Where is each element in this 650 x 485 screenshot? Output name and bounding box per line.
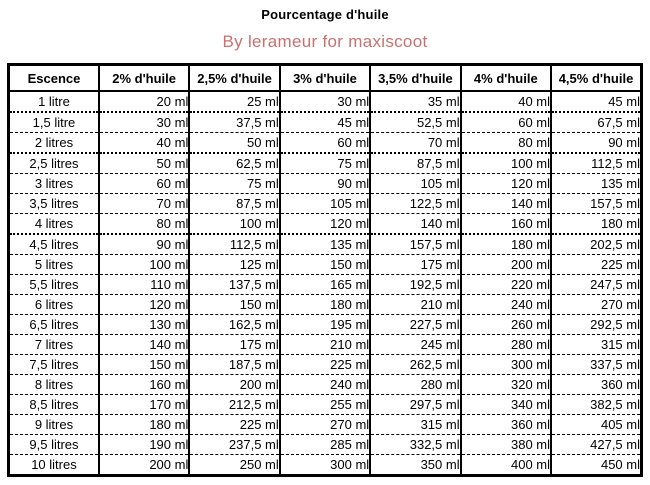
value-cell: 200 ml <box>99 455 189 476</box>
table-row <box>9 153 642 174</box>
row-label-cell: 7 litres <box>9 335 99 355</box>
value-cell: 382,5 ml <box>551 395 641 415</box>
value-cell: 120 ml <box>280 214 370 235</box>
value-cell: 150 ml <box>189 295 279 315</box>
row-label-cell: 5,5 litres <box>9 275 99 295</box>
value-cell: 360 ml <box>551 375 641 395</box>
row-label-cell: 6,5 litres <box>9 315 99 335</box>
row-label-cell: 9 litres <box>9 415 99 435</box>
oil-percentage-table <box>7 63 643 477</box>
value-cell: 70 ml <box>370 133 460 154</box>
row-label-cell: 1 litre <box>9 91 99 112</box>
value-cell: 225 ml <box>551 255 641 275</box>
value-cell: 262,5 ml <box>370 355 460 375</box>
value-cell: 157,5 ml <box>551 194 641 214</box>
value-cell: 212,5 ml <box>189 395 279 415</box>
column-header: 3,5% d'huile <box>370 65 460 92</box>
value-cell: 60 ml <box>280 133 370 154</box>
value-cell: 292,5 ml <box>551 315 641 335</box>
table-body <box>9 91 642 476</box>
table-row <box>9 112 642 133</box>
value-cell: 225 ml <box>280 355 370 375</box>
value-cell: 315 ml <box>551 335 641 355</box>
value-cell: 80 ml <box>461 133 551 154</box>
value-cell: 202,5 ml <box>551 234 641 255</box>
value-cell: 337,5 ml <box>551 355 641 375</box>
value-cell: 240 ml <box>280 375 370 395</box>
value-cell: 75 ml <box>189 174 279 194</box>
value-cell: 187,5 ml <box>189 355 279 375</box>
value-cell: 255 ml <box>280 395 370 415</box>
value-cell: 90 ml <box>551 133 641 154</box>
row-label-cell: 2 litres <box>9 133 99 154</box>
value-cell: 70 ml <box>99 194 189 214</box>
value-cell: 30 ml <box>280 91 370 112</box>
table-row <box>9 415 642 435</box>
value-cell: 210 ml <box>370 295 460 315</box>
value-cell: 35 ml <box>370 91 460 112</box>
value-cell: 135 ml <box>551 174 641 194</box>
value-cell: 380 ml <box>461 435 551 455</box>
row-label-cell: 10 litres <box>9 455 99 476</box>
value-cell: 40 ml <box>99 133 189 154</box>
value-cell: 245 ml <box>370 335 460 355</box>
value-cell: 225 ml <box>189 415 279 435</box>
table-row <box>9 194 642 214</box>
value-cell: 250 ml <box>189 455 279 476</box>
value-cell: 37,5 ml <box>189 112 279 133</box>
table-row <box>9 255 642 275</box>
row-label-cell: 8 litres <box>9 375 99 395</box>
value-cell: 75 ml <box>280 153 370 174</box>
row-label-cell: 7,5 litres <box>9 355 99 375</box>
value-cell: 160 ml <box>461 214 551 235</box>
column-header: 2% d'huile <box>99 65 189 92</box>
value-cell: 260 ml <box>461 315 551 335</box>
column-header: 4,5% d'huile <box>551 65 641 92</box>
table-row <box>9 91 642 112</box>
value-cell: 350 ml <box>370 455 460 476</box>
value-cell: 240 ml <box>461 295 551 315</box>
value-cell: 150 ml <box>99 355 189 375</box>
table-row <box>9 315 642 335</box>
value-cell: 87,5 ml <box>370 153 460 174</box>
value-cell: 40 ml <box>461 91 551 112</box>
value-cell: 87,5 ml <box>189 194 279 214</box>
value-cell: 105 ml <box>280 194 370 214</box>
value-cell: 280 ml <box>370 375 460 395</box>
row-label-cell: 1,5 litre <box>9 112 99 133</box>
row-label-cell: 3 litres <box>9 174 99 194</box>
value-cell: 210 ml <box>280 335 370 355</box>
value-cell: 280 ml <box>461 335 551 355</box>
table-row <box>9 375 642 395</box>
value-cell: 137,5 ml <box>189 275 279 295</box>
value-cell: 195 ml <box>280 315 370 335</box>
value-cell: 427,5 ml <box>551 435 641 455</box>
value-cell: 180 ml <box>461 234 551 255</box>
value-cell: 90 ml <box>99 234 189 255</box>
value-cell: 60 ml <box>99 174 189 194</box>
value-cell: 175 ml <box>370 255 460 275</box>
value-cell: 157,5 ml <box>370 234 460 255</box>
page-subtitle: By lerameur for maxiscoot <box>222 32 428 51</box>
table-row <box>9 234 642 255</box>
value-cell: 90 ml <box>280 174 370 194</box>
row-label-cell: 3,5 litres <box>9 194 99 214</box>
value-cell: 300 ml <box>280 455 370 476</box>
value-cell: 180 ml <box>280 295 370 315</box>
row-label-cell: 4,5 litres <box>9 234 99 255</box>
value-cell: 140 ml <box>99 335 189 355</box>
value-cell: 110 ml <box>99 275 189 295</box>
value-cell: 247,5 ml <box>551 275 641 295</box>
value-cell: 405 ml <box>551 415 641 435</box>
value-cell: 175 ml <box>189 335 279 355</box>
value-cell: 332,5 ml <box>370 435 460 455</box>
row-label-cell: 8,5 litres <box>9 395 99 415</box>
table-row <box>9 133 642 154</box>
value-cell: 315 ml <box>370 415 460 435</box>
value-cell: 270 ml <box>551 295 641 315</box>
value-cell: 180 ml <box>99 415 189 435</box>
value-cell: 112,5 ml <box>551 153 641 174</box>
value-cell: 112,5 ml <box>189 234 279 255</box>
value-cell: 170 ml <box>99 395 189 415</box>
column-header: 3% d'huile <box>280 65 370 92</box>
value-cell: 270 ml <box>280 415 370 435</box>
value-cell: 105 ml <box>370 174 460 194</box>
value-cell: 192,5 ml <box>370 275 460 295</box>
value-cell: 200 ml <box>189 375 279 395</box>
value-cell: 200 ml <box>461 255 551 275</box>
value-cell: 400 ml <box>461 455 551 476</box>
value-cell: 50 ml <box>189 133 279 154</box>
header-row <box>9 65 642 92</box>
value-cell: 360 ml <box>461 415 551 435</box>
table-row <box>9 295 642 315</box>
value-cell: 150 ml <box>280 255 370 275</box>
value-cell: 100 ml <box>189 214 279 235</box>
value-cell: 285 ml <box>280 435 370 455</box>
value-cell: 67,5 ml <box>551 112 641 133</box>
table-row <box>9 214 642 235</box>
value-cell: 80 ml <box>99 214 189 235</box>
table-row <box>9 455 642 476</box>
value-cell: 30 ml <box>99 112 189 133</box>
value-cell: 100 ml <box>461 153 551 174</box>
table-row <box>9 355 642 375</box>
value-cell: 180 ml <box>551 214 641 235</box>
value-cell: 320 ml <box>461 375 551 395</box>
table-row <box>9 275 642 295</box>
value-cell: 120 ml <box>461 174 551 194</box>
value-cell: 25 ml <box>189 91 279 112</box>
value-cell: 162,5 ml <box>189 315 279 335</box>
value-cell: 45 ml <box>280 112 370 133</box>
value-cell: 122,5 ml <box>370 194 460 214</box>
value-cell: 135 ml <box>280 234 370 255</box>
value-cell: 45 ml <box>551 91 641 112</box>
value-cell: 100 ml <box>99 255 189 275</box>
column-header: 4% d'huile <box>461 65 551 92</box>
table-row <box>9 395 642 415</box>
value-cell: 220 ml <box>461 275 551 295</box>
value-cell: 20 ml <box>99 91 189 112</box>
table-row <box>9 335 642 355</box>
value-cell: 450 ml <box>551 455 641 476</box>
value-cell: 297,5 ml <box>370 395 460 415</box>
column-header: Escence <box>9 65 99 92</box>
value-cell: 130 ml <box>99 315 189 335</box>
value-cell: 300 ml <box>461 355 551 375</box>
value-cell: 140 ml <box>370 214 460 235</box>
table-row <box>9 435 642 455</box>
page-title: Pourcentage d'huile <box>261 7 389 22</box>
table-row <box>9 174 642 194</box>
column-header: 2,5% d'huile <box>189 65 279 92</box>
value-cell: 50 ml <box>99 153 189 174</box>
value-cell: 227,5 ml <box>370 315 460 335</box>
row-label-cell: 5 litres <box>9 255 99 275</box>
value-cell: 165 ml <box>280 275 370 295</box>
value-cell: 120 ml <box>99 295 189 315</box>
value-cell: 60 ml <box>461 112 551 133</box>
value-cell: 125 ml <box>189 255 279 275</box>
value-cell: 52,5 ml <box>370 112 460 133</box>
row-label-cell: 2,5 litres <box>9 153 99 174</box>
row-label-cell: 6 litres <box>9 295 99 315</box>
value-cell: 190 ml <box>99 435 189 455</box>
value-cell: 160 ml <box>99 375 189 395</box>
value-cell: 140 ml <box>461 194 551 214</box>
table-header <box>9 65 642 92</box>
value-cell: 237,5 ml <box>189 435 279 455</box>
value-cell: 62,5 ml <box>189 153 279 174</box>
row-label-cell: 4 litres <box>9 214 99 235</box>
row-label-cell: 9,5 litres <box>9 435 99 455</box>
value-cell: 340 ml <box>461 395 551 415</box>
